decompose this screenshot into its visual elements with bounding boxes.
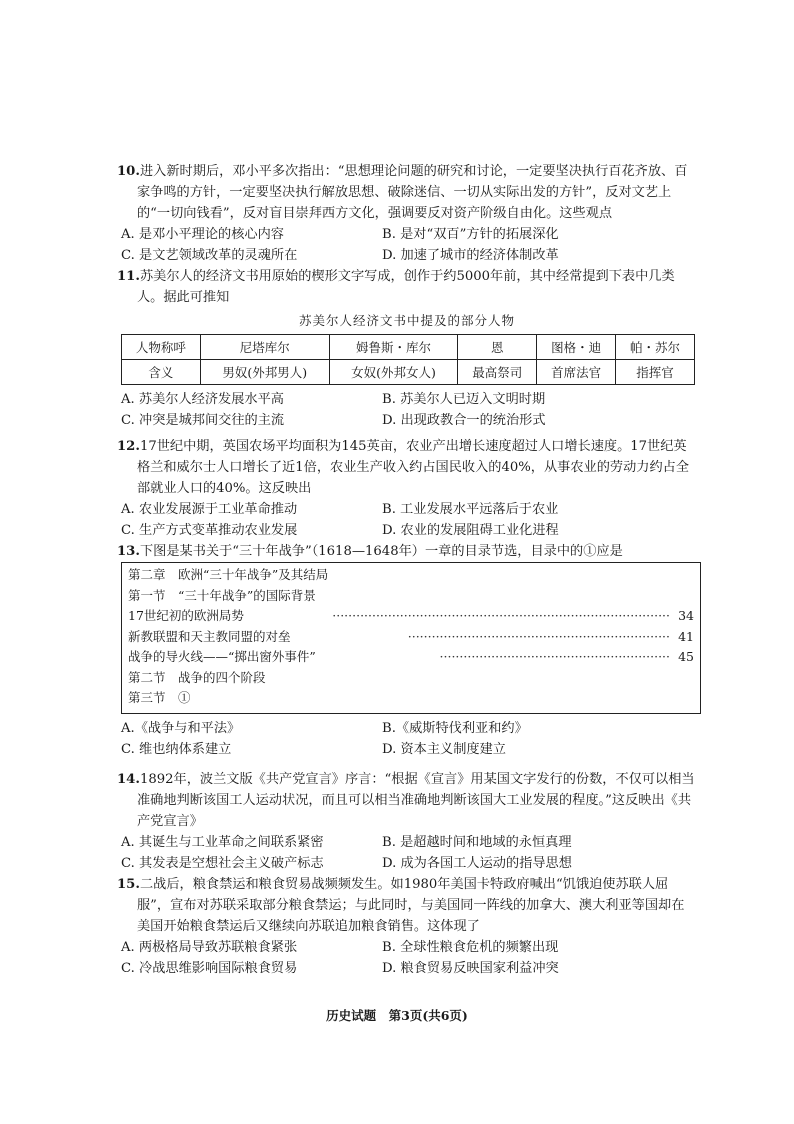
option-c[interactable]: C. 其发表是空想社会主义破产标志 — [121, 856, 324, 871]
table-cell: 首席法官 — [537, 360, 616, 385]
question-stem: 17世纪中期，英国农场平均面积为145英亩，农业产出增长速度超过人口增长速度。17世纪英格兰和威尔士人口增长了近1倍，农业生产收入约占国民收入的40%，从事农业的劳动力约占全部就业人口的40%。这反映出 — [137, 439, 690, 496]
table-of-contents — [121, 562, 701, 714]
toc-page-number: 34 — [678, 608, 694, 623]
option-a[interactable]: A. 农业发展源于工业革命推动 — [121, 502, 298, 517]
toc-leader-dots: ····················································································· — [332, 608, 670, 623]
table-cell: 最高祭司 — [458, 360, 537, 385]
question-15 — [117, 874, 697, 979]
option-d[interactable]: D. 加速了城市的经济体制改革 — [382, 248, 559, 263]
option-b[interactable]: B. 苏美尔人已迈入文明时期 — [382, 392, 546, 407]
option-d[interactable]: D. 资本主义制度建立 — [382, 741, 506, 757]
question-stem: 二战后，粮食禁运和粮食贸易战频频发生。如1980年美国卡特政府喊出“饥饿迫使苏联人屈服”，宣布对苏联采取部分粮食禁运；与此同时，与美国同一阵线的加拿大、澳大利亚等国却在美国开始粮食禁运后又继续向苏联追加粮食销售。这体现了 — [137, 877, 685, 934]
options-row — [117, 245, 697, 266]
toc-label: 第二章 欧洲“三十年战争”及其结局 — [128, 567, 329, 582]
table-cell: 姆鲁斯・库尔 — [329, 335, 458, 360]
toc-entry — [128, 688, 694, 709]
toc-entry — [128, 606, 694, 627]
option-b[interactable]: B. 全球性粮食危机的频繁出现 — [382, 940, 559, 955]
options-row — [117, 853, 697, 874]
toc-label: 第三节 ① — [128, 690, 191, 705]
table-cell: 指挥官 — [616, 360, 695, 385]
question-14 — [117, 769, 697, 874]
question-12 — [117, 436, 697, 541]
question-10 — [117, 161, 697, 266]
toc-label: 新教联盟和天主教同盟的对垒 — [128, 628, 291, 644]
toc-entry — [128, 565, 694, 586]
option-a[interactable]: A. 其诞生与工业革命之间联系紧密 — [121, 835, 324, 850]
options-row — [117, 410, 697, 431]
toc-leader-dots: ·························································· — [439, 649, 670, 664]
options-row — [117, 937, 697, 958]
sumerian-people-table — [121, 334, 695, 385]
table-cell: 男奴(外邦男人) — [200, 360, 329, 385]
question-stem: 进入新时期后，邓小平多次指出：“思想理论问题的研究和讨论，一定要坚决执行百花齐放、百家争鸣的方针，一定要坚决执行解放思想、破除迷信、一切从实际出发的方针”，反对文艺上的“一切向钱看”，反对盲目崇拜西方文化，强调要反对资产阶级自由化。这些观点 — [137, 164, 688, 221]
table-cell: 帕・苏尔 — [616, 335, 695, 360]
option-a[interactable]: A. 两极格局导致苏联粮食紧张 — [121, 940, 298, 955]
table-cell: 含义 — [122, 360, 201, 385]
option-a[interactable]: A. 是邓小平理论的核心内容 — [121, 227, 284, 242]
options-row — [117, 832, 697, 853]
question-number: 10. — [117, 164, 140, 179]
table-cell: 图格・迪 — [537, 335, 616, 360]
question-number: 11. — [117, 269, 140, 284]
options-row — [117, 958, 697, 979]
table-row — [122, 335, 695, 360]
options-row — [117, 739, 697, 760]
question-stem: 下图是某书关于“三十年战争”（1618—1648年）一章的目录节选，目录中的①应是 — [139, 544, 623, 559]
option-d[interactable]: D. 粮食贸易反映国家利益冲突 — [382, 961, 559, 976]
options-row — [117, 718, 697, 739]
option-c[interactable]: C. 冲突是城邦间交往的主流 — [121, 413, 285, 428]
question-number: 15. — [117, 877, 140, 892]
question-stem: 1892年，波兰文版《共产党宣言》序言：“根据《宣言》用某国文字发行的份数，不仅可以相当准确地判断该国工人运动状况，而且可以相当准确地判断该国大工业发展的程度。”这反映出《共产党宣言》 — [137, 772, 695, 829]
option-d[interactable]: D. 农业的发展阻碍工业化进程 — [382, 523, 559, 538]
option-a[interactable]: A.《战争与和平法》 — [121, 720, 241, 736]
option-d[interactable]: D. 出现政教合一的统治形式 — [382, 413, 546, 428]
options-row — [117, 389, 697, 410]
toc-label: 17世纪初的欧洲局势 — [128, 608, 244, 623]
option-c[interactable]: C. 维也纳体系建立 — [121, 741, 232, 757]
toc-page-number: 41 — [678, 628, 694, 644]
table-cell: 尼塔库尔 — [200, 335, 329, 360]
option-b[interactable]: B. 是超越时间和地域的永恒真理 — [382, 835, 572, 850]
question-number: 14. — [117, 772, 140, 787]
options-row — [117, 520, 697, 541]
table-caption: 苏美尔人经济文书中提及的部分人物 — [298, 313, 515, 328]
toc-entry — [128, 586, 694, 607]
option-b[interactable]: B.《威斯特伐利亚和约》 — [382, 720, 528, 736]
question-number: 13. — [117, 544, 140, 559]
toc-label: 战争的导火线——“掷出窗外事件” — [128, 649, 316, 664]
question-11 — [117, 266, 697, 431]
option-c[interactable]: C. 是文艺领域改革的灵魂所在 — [121, 248, 298, 263]
table-row — [122, 360, 695, 385]
table-cell: 恩 — [458, 335, 537, 360]
page-footer: 历史试题 第3页(共6页) — [326, 1008, 468, 1023]
toc-entry — [128, 647, 694, 668]
toc-entry — [128, 627, 694, 648]
options-row — [117, 224, 697, 245]
option-c[interactable]: C. 生产方式变革推动农业发展 — [121, 523, 298, 538]
options-row — [117, 499, 697, 520]
toc-label: 第一节 “三十年战争”的国际背景 — [128, 587, 316, 603]
option-d[interactable]: D. 成为各国工人运动的指导思想 — [382, 856, 572, 871]
table-cell: 人物称呼 — [122, 335, 201, 360]
toc-page-number: 45 — [678, 649, 694, 664]
question-13 — [117, 541, 697, 760]
toc-leader-dots: ·································································· — [407, 628, 670, 644]
option-b[interactable]: B. 是对“双百”方针的拓展深化 — [382, 227, 559, 242]
question-number: 12. — [117, 439, 140, 454]
option-c[interactable]: C. 冷战思维影响国际粮食贸易 — [121, 961, 298, 976]
option-b[interactable]: B. 工业发展水平远落后于农业 — [382, 502, 559, 517]
option-a[interactable]: A. 苏美尔人经济发展水平高 — [121, 392, 284, 407]
question-stem: 苏美尔人的经济文书用原始的楔形文字写成，创作于约5000年前，其中经常提到下表中几类人。据此可推知 — [137, 269, 675, 305]
toc-label: 第二节 战争的四个阶段 — [128, 669, 266, 685]
table-cell: 女奴(外邦女人) — [329, 360, 458, 385]
toc-entry — [128, 668, 694, 689]
